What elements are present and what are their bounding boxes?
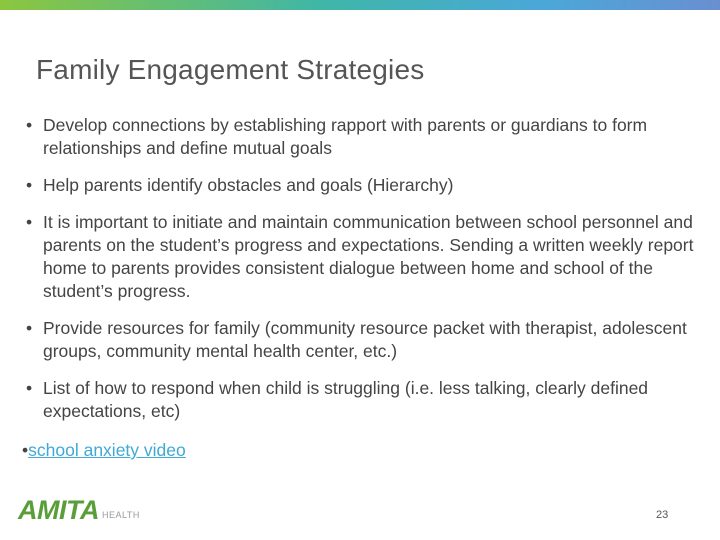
bullet-item <box>24 317 704 363</box>
bullet-item <box>24 114 704 160</box>
bullet-dot: • <box>26 115 33 135</box>
bullet-item <box>24 174 704 197</box>
bullet-dot: • <box>26 175 33 195</box>
bullet-item <box>24 211 704 303</box>
bullet-dot: • <box>22 440 29 460</box>
bullet-dot: • <box>26 212 33 232</box>
page-number: 23 <box>656 509 669 521</box>
bullet-dot: • <box>26 318 33 338</box>
bullet-item <box>24 377 704 423</box>
bullet-dot: • <box>26 378 33 398</box>
logo-wordmark: AMITA <box>18 495 99 525</box>
slide-title: Family Engagement Strategies <box>36 54 425 85</box>
bullet-text: It is important to initiate and maintain communication between school personnel and parents on the student’s progress and expectations. Sending a written weekly report home to parents provides consistent dialogue between home and school of the student’s progress. <box>43 212 694 301</box>
bullet-text: List of how to respond when child is struggling (i.e. less talking, clearly defined expectations, etc) <box>43 378 649 421</box>
bullet-text: Develop connections by establishing rapport with parents or guardians to form relationships and define mutual goals <box>43 115 648 158</box>
school-anxiety-video-link[interactable]: school anxiety video <box>28 440 186 460</box>
bullet-text: Provide resources for family (community resource packet with therapist, adolescent groups, community mental health center, etc.) <box>43 318 687 361</box>
amita-health-logo <box>18 496 140 524</box>
bullet-text: Help parents identify obstacles and goals (Hierarchy) <box>43 175 454 195</box>
video-link-line <box>22 440 186 461</box>
top-gradient-bar <box>0 0 720 10</box>
bullet-list <box>24 114 704 437</box>
logo-subtext: HEALTH <box>101 510 140 520</box>
